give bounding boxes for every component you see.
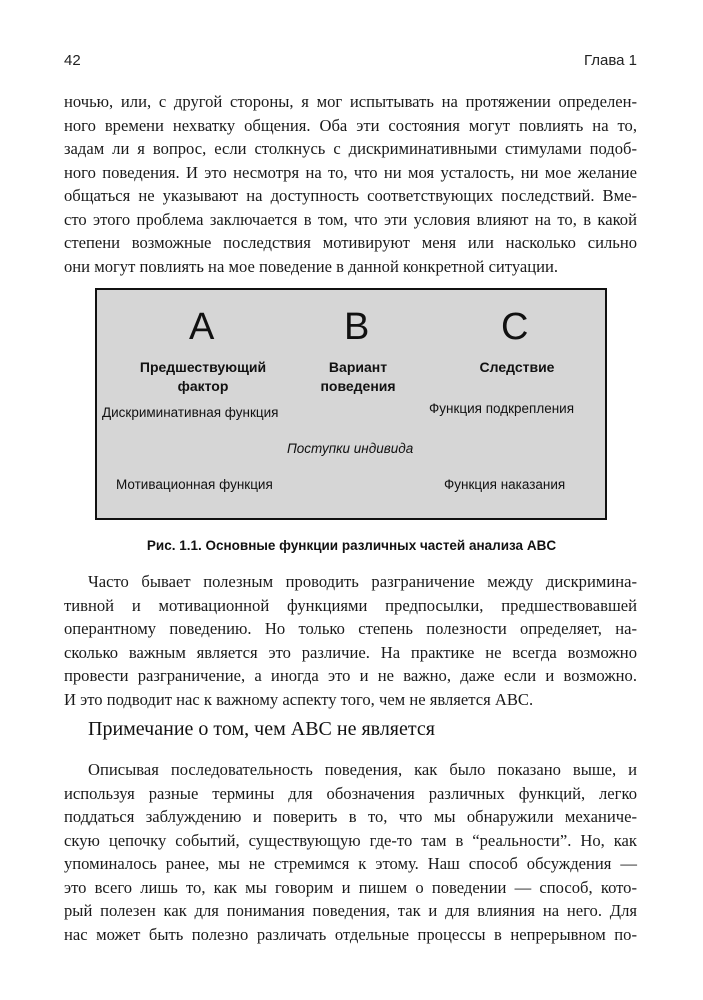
behavior-heading bbox=[303, 358, 413, 396]
text-line: провести разграничение, а иногда это и не важно, даже если и возможно. bbox=[64, 666, 637, 685]
text-line: сколько важным является это различие. На практике не всегда возможно bbox=[64, 642, 637, 662]
abc-figure bbox=[95, 288, 607, 520]
paragraph-2 bbox=[64, 570, 637, 711]
text-line: нас может быть полезно различать отдельные процессы в непрерывном по- bbox=[64, 924, 637, 944]
text-line: скую цепочку событий, существующую где-то там в “реальности”. Но, как bbox=[64, 830, 637, 850]
text-line: упоминалось ранее, мы не стремимся к этому. Наш способ обсуждения — bbox=[64, 854, 637, 873]
discriminative-function: Дискриминативная функция bbox=[102, 405, 279, 420]
behavior-heading-line1: Вариант bbox=[328, 359, 388, 375]
behavior-heading-line2: поведения bbox=[320, 378, 396, 394]
text-line: ного времени нехватку общения. Оба эти состояния могут повлиять на то, bbox=[64, 115, 637, 135]
text-line: ного поведения. И это несмотря на то, что ни моя усталость, ни мое желание bbox=[64, 162, 637, 182]
text-line: рый полезен как для понимания поведения, так и для влияния на него. Для bbox=[64, 901, 637, 920]
text-line: это всего лишь то, как мы говорим и пишем о поведении — способ, кото- bbox=[64, 877, 637, 897]
antecedent-heading-line1: Предшествующий bbox=[139, 359, 267, 375]
reinforcement-function: Функция подкрепления bbox=[429, 401, 575, 416]
text-line: оперантному поведению. Но только степень полезности определяет, на- bbox=[64, 619, 637, 638]
section-heading: Примечание о том, чем ABC не является bbox=[88, 718, 435, 740]
antecedent-heading bbox=[123, 358, 283, 396]
letter-c: C bbox=[501, 306, 529, 348]
punishment-function: Функция наказания bbox=[444, 477, 566, 492]
text-line: они могут повлиять на мое поведение в данной конкретной ситуации. bbox=[64, 256, 559, 276]
individual-behavior: Поступки индивида bbox=[287, 441, 414, 456]
text-line: Описывая последовательность поведения, как было показано выше, и bbox=[88, 760, 637, 779]
paragraph-3 bbox=[64, 758, 637, 946]
figure-caption: Рис. 1.1. Основные функции различных частей анализа ABC bbox=[146, 538, 557, 553]
text-line: используя разные термины для обозначения различных функций, легко bbox=[64, 783, 637, 803]
text-line: общаться не указывают на доступность соответствующих последствий. Вме- bbox=[64, 186, 637, 205]
text-line: степени возможные последствия мотивируют меня или насколько сильно bbox=[64, 233, 637, 252]
text-line: поддаться заблуждению и поверить в то, что мы обнаружили механиче- bbox=[64, 807, 637, 826]
letter-b: B bbox=[344, 306, 370, 348]
running-header bbox=[64, 52, 637, 74]
letter-a: A bbox=[189, 306, 215, 348]
text-line: ночью, или, с другой стороны, я мог испытывать на протяжении определен- bbox=[64, 92, 637, 111]
page-number: 42 bbox=[64, 52, 81, 69]
text-line: сто этого проблема заключается в том, что эти условия влияют на то, в какой bbox=[64, 209, 637, 229]
chapter-title: Глава 1 bbox=[583, 52, 637, 69]
motivational-function: Мотивационная функция bbox=[116, 477, 273, 492]
text-line: задам ли я вопрос, если столкнусь с дискриминативными стимулами подоб- bbox=[64, 139, 637, 158]
paragraph-1 bbox=[64, 90, 637, 278]
text-line: Часто бывает полезным проводить разграничение между дискримина- bbox=[88, 572, 637, 591]
consequence-heading: Следствие bbox=[479, 359, 555, 375]
text-line: И это подводит нас к важному аспекту того, чем не является ABC. bbox=[64, 689, 534, 709]
text-line: тивной и мотивационной функциями предпосылки, предшествовавшей bbox=[64, 595, 637, 615]
antecedent-heading-line2: фактор bbox=[177, 378, 229, 394]
